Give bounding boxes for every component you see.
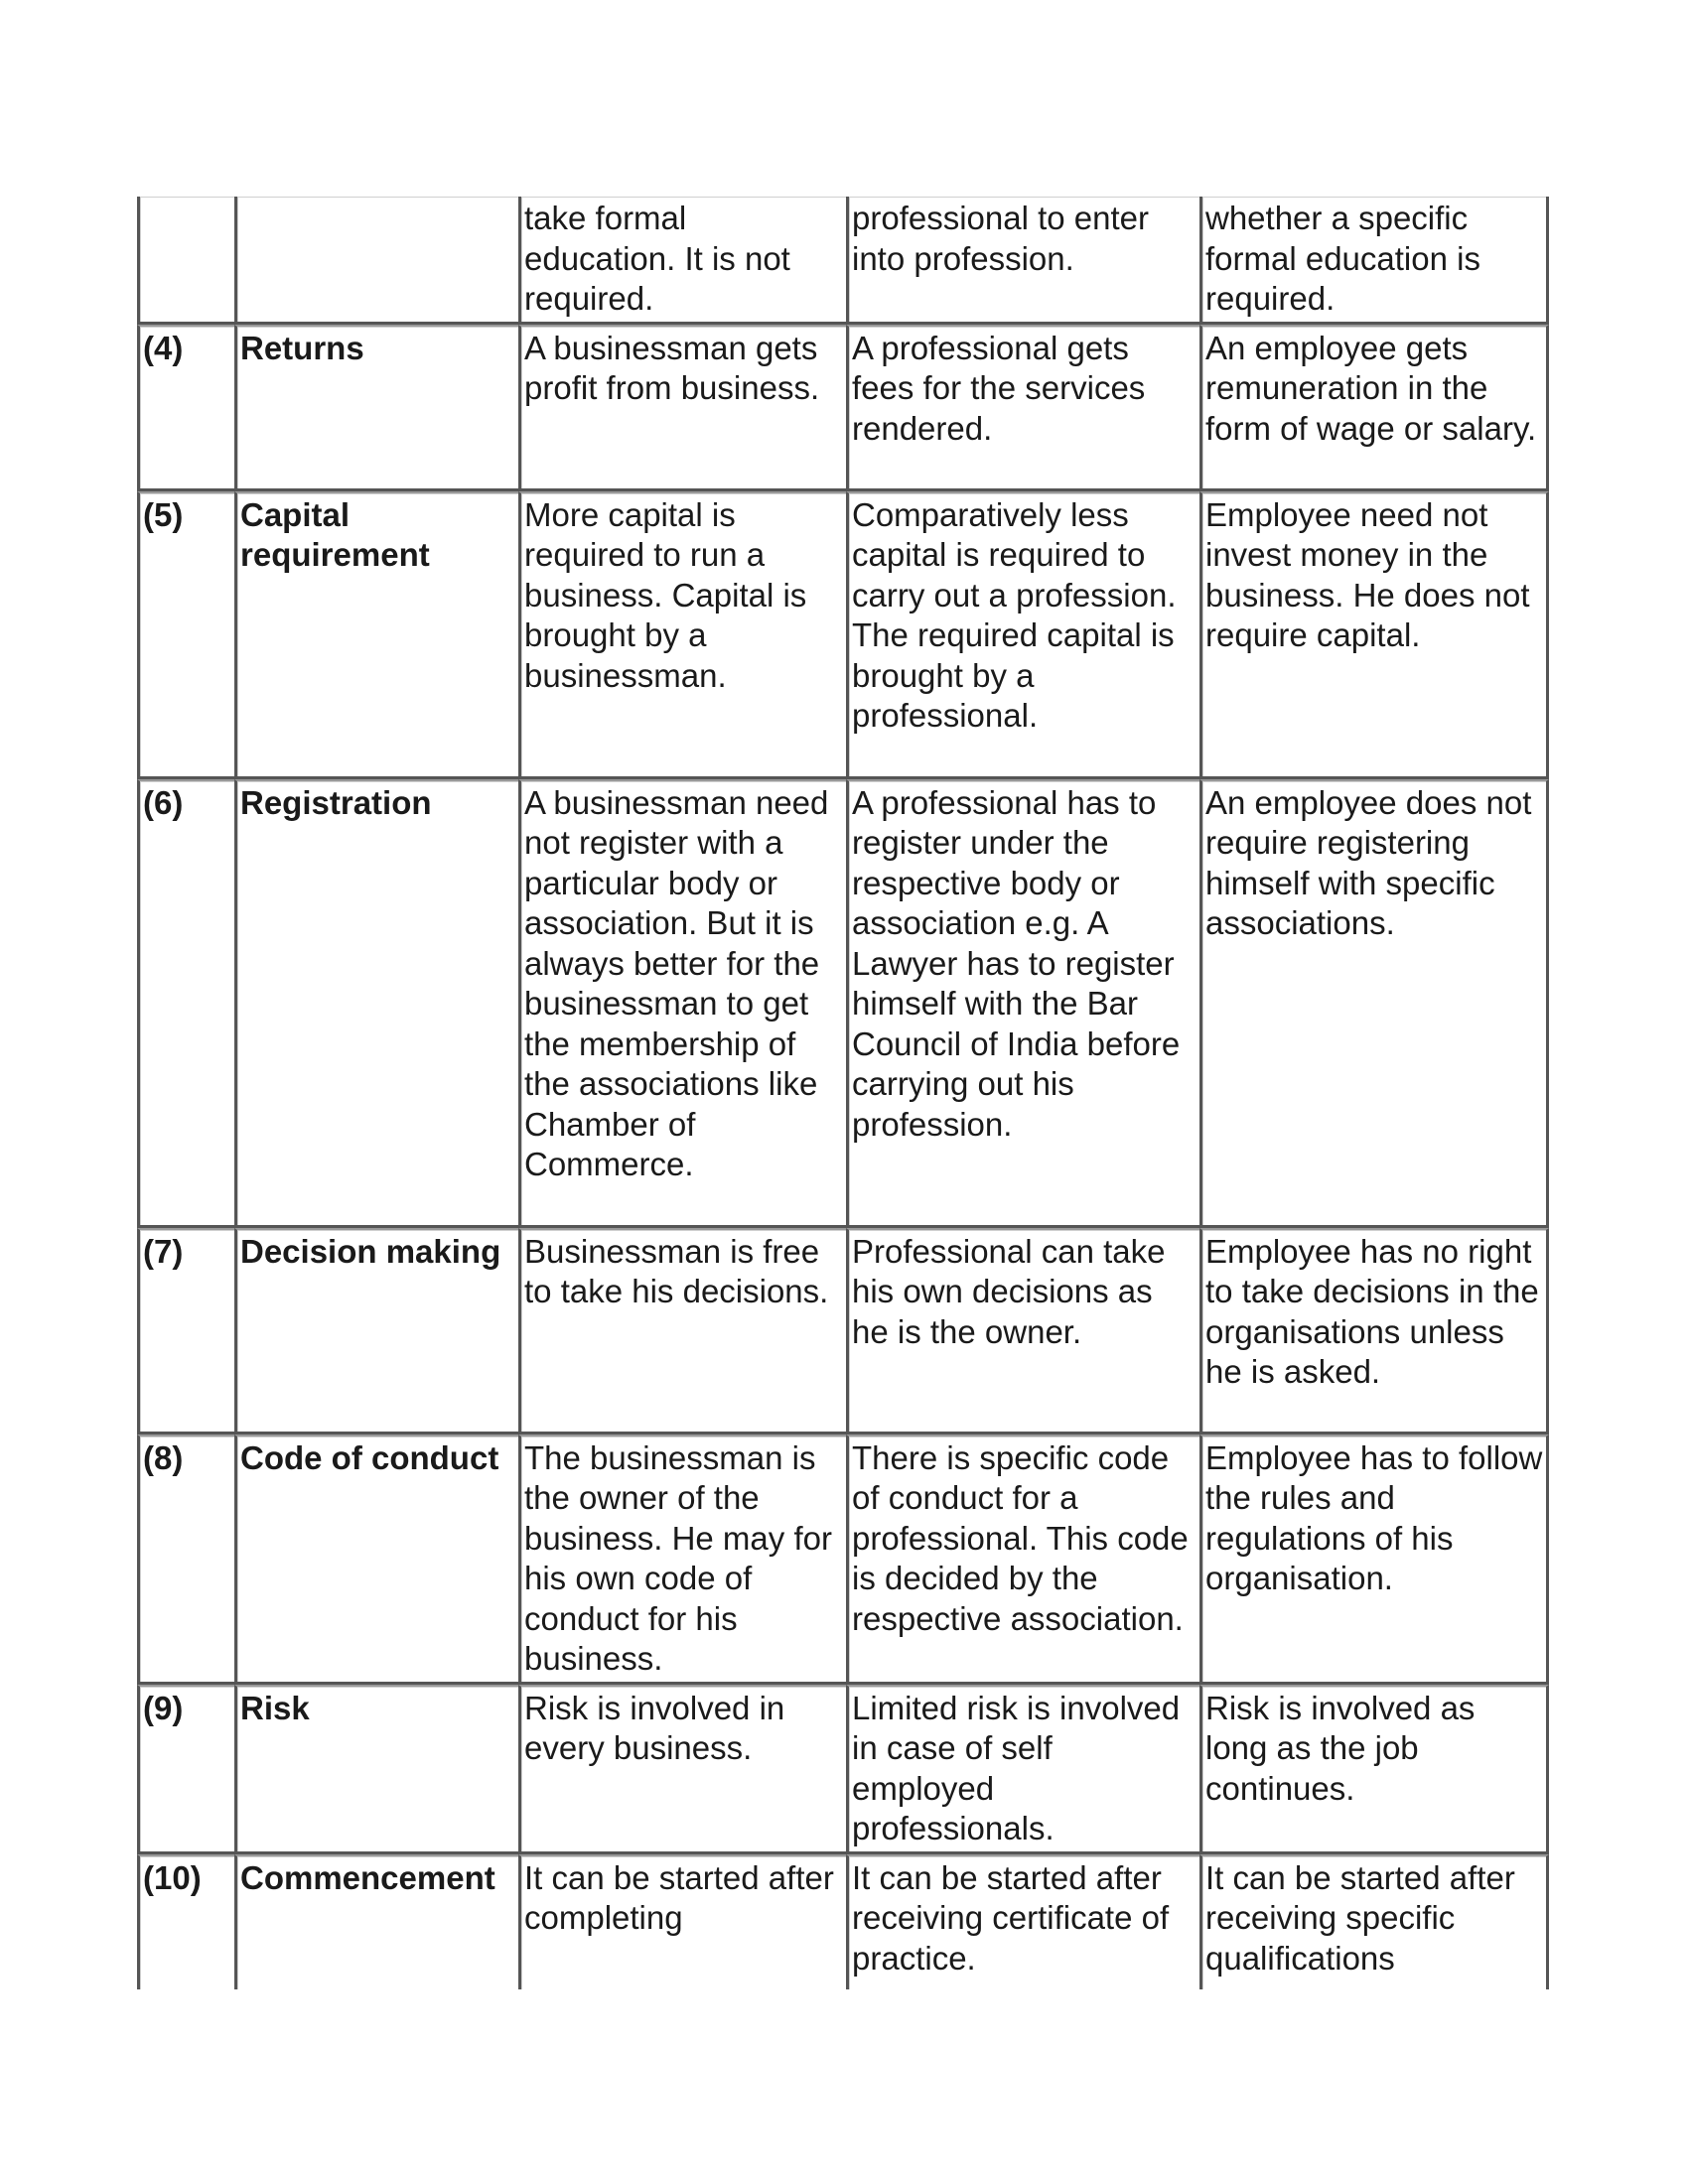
row-number: (4): [137, 325, 234, 491]
profession-cell: Comparatively less capital is required to carry out a profession. The required capital is brought by a professional.: [846, 491, 1199, 779]
row-topic: Registration: [234, 779, 518, 1228]
row-number: (6): [137, 779, 234, 1228]
employment-cell: Employee has no right to take decisions in the organisations unless he is asked.: [1199, 1228, 1549, 1434]
employment-cell: It can be started after receiving specific qualifications: [1199, 1854, 1549, 1989]
comparison-table-page: [137, 197, 1549, 1989]
profession-cell: There is specific code of conduct for a professional. This code is decided by the respective association.: [846, 1434, 1199, 1685]
table-row: [137, 197, 1549, 325]
table-row: [137, 325, 1549, 491]
profession-cell: It can be started after receiving certificate of practice.: [846, 1854, 1199, 1989]
profession-cell: Limited risk is involved in case of self employed professionals.: [846, 1685, 1199, 1854]
row-number: (10): [137, 1854, 234, 1989]
table-row: [137, 1685, 1549, 1854]
row-topic: [234, 197, 518, 325]
profession-cell: A professional gets fees for the services rendered.: [846, 325, 1199, 491]
row-topic: Risk: [234, 1685, 518, 1854]
employment-cell: An employee does not require registering himself with specific associations.: [1199, 779, 1549, 1228]
business-cell: take formal education. It is not required.: [518, 197, 846, 325]
business-cell: It can be started after completing: [518, 1854, 846, 1989]
profession-cell: professional to enter into profession.: [846, 197, 1199, 325]
comparison-table: [137, 197, 1549, 1989]
business-cell: A businessman need not register with a particular body or association. But it is always better for the businessman to get the membership of the associations like Chamber of Commerce.: [518, 779, 846, 1228]
row-number: (7): [137, 1228, 234, 1434]
profession-cell: Professional can take his own decisions as he is the owner.: [846, 1228, 1199, 1434]
business-cell: A businessman gets profit from business.: [518, 325, 846, 491]
table-row: [137, 1854, 1549, 1989]
row-topic: Returns: [234, 325, 518, 491]
employment-cell: whether a specific formal education is required.: [1199, 197, 1549, 325]
row-topic: Decision making: [234, 1228, 518, 1434]
business-cell: Risk is involved in every business.: [518, 1685, 846, 1854]
table-row: [137, 1228, 1549, 1434]
row-number: (5): [137, 491, 234, 779]
employment-cell: Risk is involved as long as the job continues.: [1199, 1685, 1549, 1854]
business-cell: The businessman is the owner of the business. He may for his own code of conduct for his business.: [518, 1434, 846, 1685]
row-number: (8): [137, 1434, 234, 1685]
row-topic: Commencement: [234, 1854, 518, 1989]
business-cell: Businessman is free to take his decisions.: [518, 1228, 846, 1434]
row-number: [137, 197, 234, 325]
row-topic: Capital requirement: [234, 491, 518, 779]
employment-cell: Employee need not invest money in the business. He does not require capital.: [1199, 491, 1549, 779]
row-topic: Code of conduct: [234, 1434, 518, 1685]
table-row: [137, 1434, 1549, 1685]
employment-cell: Employee has to follow the rules and regulations of his organisation.: [1199, 1434, 1549, 1685]
profession-cell: A professional has to register under the respective body or association e.g. A Lawyer has to register himself with the Bar Council of India before carrying out his profession.: [846, 779, 1199, 1228]
business-cell: More capital is required to run a business. Capital is brought by a businessman.: [518, 491, 846, 779]
table-row: [137, 779, 1549, 1228]
employment-cell: An employee gets remuneration in the form of wage or salary.: [1199, 325, 1549, 491]
table-row: [137, 491, 1549, 779]
row-number: (9): [137, 1685, 234, 1854]
